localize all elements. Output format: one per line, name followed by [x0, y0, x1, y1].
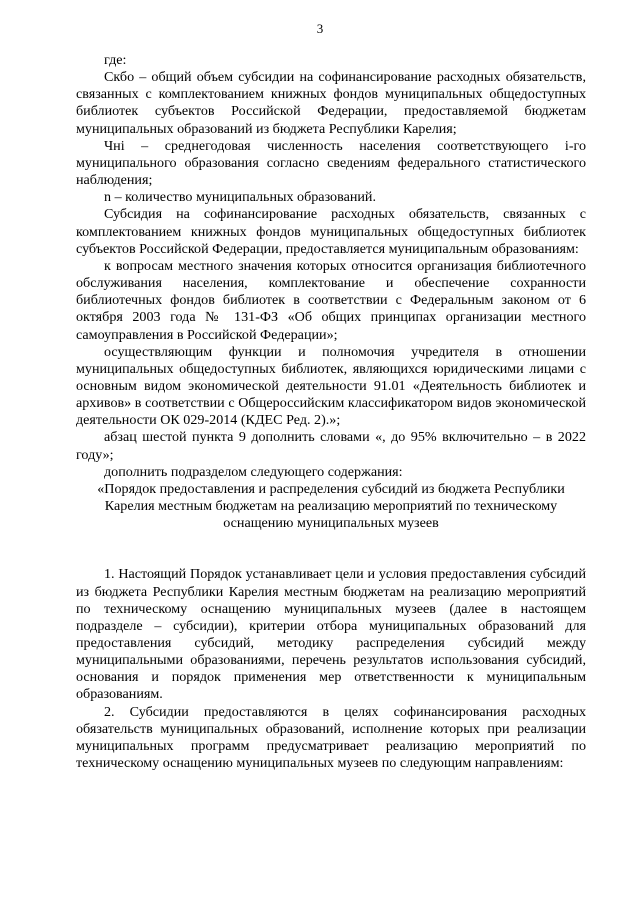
heading-spacer [76, 532, 586, 566]
paragraph-add-subsection: дополнить подразделом следующего содержания: [104, 463, 403, 480]
paragraph-n-definition: n – количество муниципальных образований. [104, 189, 376, 206]
paragraph-chni-definition: Чнi – среднегодовая численность населения соответствующего i-го муниципального образования согласно сведениям федерального статистического наблюдения; [76, 137, 586, 189]
paragraph-item-1: 1. Настоящий Порядок устанавливает цели и условия предоставления субсидий из бюджета Республики Карелия местным бюджетам на реализацию мероприятий по техническому оснащению муниципальных музеев (далее в настоящем подразделе – субсидии), критерии отбора муниципальных образований для предоставления субсидий, методику распределения субсидий между муниципальными образованиями, перечень результатов использования субсидий, основания и порядок применения мер ответственности к муниципальным образованиям. [76, 566, 586, 703]
paragraph-item-2: 2. Субсидии предоставляются в целях софинансирования расходных обязательств муниципальных образований, исполнение которых при реализации муниципальных программ предусматривает реализацию мероприятий по техническому оснащению муниципальных музеев по следующим направлениям: [76, 703, 586, 772]
paragraph-local-issues: к вопросам местного значения которых относится организация библиотечного обслуживания населения, комплектование и обеспечение сохранности библиотечных фондов библиотек в соответствии с Федеральным законом от 6 октября 2003 года № 131-ФЗ «Об общих принципах организации местного самоуправления в Российской Федерации»; [76, 257, 586, 343]
paragraph-subsidy-recipients: Субсидия на софинансирование расходных обязательств, связанных с комплектованием книжных фондов муниципальных общедоступных библиотек субъектов Российской Федерации, предоставляется муниципальным образованиям: [76, 206, 586, 257]
paragraph-amendment-clause-9: абзац шестой пункта 9 дополнить словами «, до 95% включительно – в 2022 году»; [76, 429, 586, 463]
paragraph-skbo-definition: Скбо – общий объем субсидии на софинансирование расходных обязательств, связанных с комплектованием книжных фондов муниципальных общедоступных библиотек субъектов Российской Федерации, предоставляемой бюджетам муниципальных образований из бюджета Республики Карелия; [76, 69, 586, 137]
document-body [76, 52, 586, 772]
page-number: 3 [316, 21, 324, 36]
paragraph-where: где: [104, 52, 127, 68]
subsection-heading: «Порядок предоставления и распределения субсидий из бюджета Республики Карелия местным бюджетам на реализацию мероприятий по техническому оснащению муниципальных музеев [97, 480, 565, 532]
paragraph-founder-functions: осуществляющим функции и полномочия учредителя в отношении муниципальных общедоступных библиотек, являющихся юридическими лицами с основным видом экономической деятельности 91.01 «Деятельность библиотек и архивов» в соответствии с Общероссийским классификатором видов экономической деятельности ОК 029-2014 (КДЕС Ред. 2).»; [76, 343, 586, 429]
